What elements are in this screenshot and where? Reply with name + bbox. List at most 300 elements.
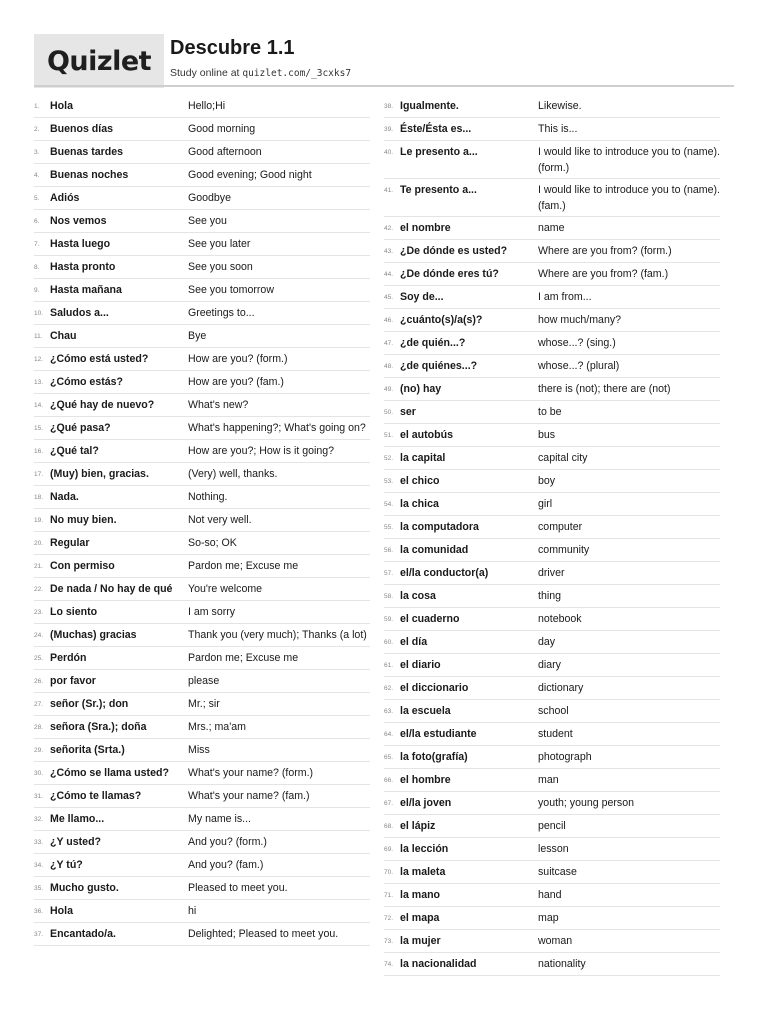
page-header: [34, 34, 734, 88]
term-row: [384, 792, 720, 815]
card-definition: I would like to introduce you to (name). (fam.): [538, 184, 720, 212]
term-row: [384, 608, 720, 631]
card-term: señorita (Srta.): [50, 744, 125, 756]
card-number: 72.: [384, 915, 394, 922]
card-term: ¿Cómo se llama usted?: [50, 767, 169, 779]
term-row: [34, 141, 370, 164]
card-term: señor (Sr.); don: [50, 698, 129, 710]
card-definition: Good evening; Good night: [188, 169, 312, 181]
term-row: [384, 953, 720, 976]
card-term: la mano: [400, 889, 441, 901]
term-row: [384, 585, 720, 608]
card-number: 55.: [384, 524, 394, 531]
card-definition: I am from...: [538, 291, 592, 303]
card-term: Hola: [50, 100, 73, 112]
term-row: [34, 187, 370, 210]
card-definition: diary: [538, 659, 561, 671]
card-definition: girl: [538, 498, 553, 510]
card-number: 24.: [34, 632, 44, 639]
term-row: [384, 884, 720, 907]
card-term: ¿De dónde es usted?: [400, 245, 508, 257]
card-definition: school: [538, 705, 569, 717]
card-term: el/la estudiante: [400, 728, 477, 740]
card-term: ¿Cómo está usted?: [50, 353, 149, 365]
card-number: 64.: [384, 731, 394, 738]
term-row: [34, 417, 370, 440]
term-row: [34, 256, 370, 279]
card-term: el chico: [400, 475, 440, 487]
card-number: 70.: [384, 869, 394, 876]
card-number: 19.: [34, 517, 44, 524]
card-number: 48.: [384, 363, 394, 370]
card-term: la foto(grafía): [400, 751, 468, 763]
set-title: Descubre 1.1: [170, 37, 295, 59]
card-term: Encantado/a.: [50, 928, 116, 940]
card-number: 31.: [34, 793, 44, 800]
term-row: [384, 838, 720, 861]
card-definition: Not very well.: [188, 514, 252, 526]
card-number: 14.: [34, 402, 44, 409]
term-row: [34, 923, 370, 946]
card-term: Mucho gusto.: [50, 882, 119, 894]
card-term: por favor: [50, 675, 96, 687]
card-term: Éste/Ésta es...: [400, 123, 472, 135]
term-row: [34, 693, 370, 716]
card-number: 38.: [384, 103, 394, 110]
term-row: [384, 907, 720, 930]
card-definition: What's your name? (fam.): [188, 790, 310, 802]
card-number: 46.: [384, 317, 394, 324]
card-number: 53.: [384, 478, 394, 485]
term-row: [34, 670, 370, 693]
term-row: [34, 302, 370, 325]
term-row: [34, 210, 370, 233]
card-number: 67.: [384, 800, 394, 807]
card-number: 34.: [34, 862, 44, 869]
card-definition: boy: [538, 475, 556, 487]
quizlet-logo[interactable]: Quizlet: [34, 34, 164, 88]
card-number: 10.: [34, 310, 44, 317]
card-definition: What's happening?; What's going on?: [188, 422, 366, 434]
card-term: el día: [400, 636, 428, 648]
card-definition: youth; young person: [538, 797, 635, 809]
card-term: la maleta: [400, 866, 446, 878]
term-row: [384, 493, 720, 516]
card-term: Hasta luego: [50, 238, 111, 250]
card-number: 2.: [34, 126, 40, 133]
card-definition: Goodbye: [188, 192, 231, 204]
card-definition: bus: [538, 429, 556, 441]
card-definition: map: [538, 912, 559, 924]
card-definition: Pardon me; Excuse me: [188, 652, 299, 664]
card-definition: notebook: [538, 613, 582, 625]
card-definition: My name is...: [188, 813, 251, 825]
card-number: 58.: [384, 593, 394, 600]
card-term: ¿cuánto(s)/a(s)?: [400, 314, 483, 326]
card-definition: driver: [538, 567, 565, 579]
card-term: Buenas noches: [50, 169, 129, 181]
card-definition: This is...: [538, 123, 578, 135]
card-definition: man: [538, 774, 559, 786]
card-definition: how much/many?: [538, 314, 622, 326]
card-number: 22.: [34, 586, 44, 593]
card-definition: there is (not); there are (not): [538, 383, 671, 395]
term-row: [34, 164, 370, 187]
card-number: 40.: [384, 149, 394, 156]
card-term: la capital: [400, 452, 446, 464]
term-row: [384, 263, 720, 286]
card-number: 74.: [384, 961, 394, 968]
card-number: 39.: [384, 126, 394, 133]
card-number: 61.: [384, 662, 394, 669]
term-row: [34, 900, 370, 923]
card-definition: Greetings to...: [188, 307, 255, 319]
card-term: Regular: [50, 537, 90, 549]
card-term: Nada.: [50, 491, 79, 503]
term-row: [384, 700, 720, 723]
card-term: la computadora: [400, 521, 479, 533]
card-term: ¿Y tú?: [50, 859, 83, 871]
card-term: el nombre: [400, 222, 451, 234]
card-definition: pencil: [538, 820, 566, 832]
card-number: 33.: [34, 839, 44, 846]
term-row: [34, 440, 370, 463]
card-definition: woman: [538, 935, 573, 947]
card-term: ¿De dónde eres tú?: [400, 268, 499, 280]
card-definition: Likewise.: [538, 100, 582, 112]
card-term: ¿de quiénes...?: [400, 360, 478, 372]
card-definition: Thank you (very much); Thanks (a lot): [188, 629, 367, 641]
card-term: Buenas tardes: [50, 146, 124, 158]
card-number: 8.: [34, 264, 40, 271]
term-row: [384, 930, 720, 953]
card-term: Lo siento: [50, 606, 98, 618]
card-number: 29.: [34, 747, 44, 754]
card-term: Perdón: [50, 652, 87, 664]
term-row: [384, 179, 720, 217]
term-row: [34, 233, 370, 256]
card-definition: See you soon: [188, 261, 253, 273]
card-term: ¿de quién...?: [400, 337, 466, 349]
card-definition: See you: [188, 215, 227, 227]
term-row: [384, 401, 720, 424]
term-row: [34, 601, 370, 624]
card-number: 45.: [384, 294, 394, 301]
term-row: [384, 309, 720, 332]
card-number: 63.: [384, 708, 394, 715]
card-definition: I would like to introduce you to (name). (form.): [538, 146, 720, 174]
card-definition: please: [188, 675, 220, 687]
card-number: 7.: [34, 241, 40, 248]
card-term: el diario: [400, 659, 441, 671]
card-number: 60.: [384, 639, 394, 646]
term-row: [384, 654, 720, 677]
card-number: 42.: [384, 225, 394, 232]
card-number: 43.: [384, 248, 394, 255]
card-definition: capital city: [538, 452, 588, 464]
term-row: [34, 348, 370, 371]
card-definition: community: [538, 544, 590, 556]
term-row: [384, 470, 720, 493]
term-row: [384, 424, 720, 447]
card-definition: name: [538, 222, 565, 234]
card-definition: computer: [538, 521, 583, 533]
card-number: 47.: [384, 340, 394, 347]
card-term: No muy bien.: [50, 514, 117, 526]
card-term: Buenos días: [50, 123, 113, 135]
card-number: 50.: [384, 409, 394, 416]
term-row: [34, 808, 370, 831]
card-definition: Good afternoon: [188, 146, 262, 158]
card-number: 1.: [34, 103, 40, 110]
card-term: ser: [400, 406, 416, 418]
card-number: 71.: [384, 892, 394, 899]
card-term: ¿Cómo estás?: [50, 376, 123, 388]
card-number: 68.: [384, 823, 394, 830]
card-term: señora (Sra.); doña: [50, 721, 147, 733]
term-row: [34, 555, 370, 578]
card-definition: Where are you from? (fam.): [538, 268, 669, 280]
term-row: [34, 371, 370, 394]
card-number: 54.: [384, 501, 394, 508]
card-number: 52.: [384, 455, 394, 462]
term-row: [384, 355, 720, 378]
card-definition: How are you? (form.): [188, 353, 288, 365]
card-definition: Pardon me; Excuse me: [188, 560, 299, 572]
card-definition: thing: [538, 590, 561, 602]
card-number: 5.: [34, 195, 40, 202]
card-number: 18.: [34, 494, 44, 501]
card-definition: day: [538, 636, 556, 648]
term-row: [384, 118, 720, 141]
term-row: [384, 378, 720, 401]
card-definition: Nothing.: [188, 491, 228, 503]
card-term: Nos vemos: [50, 215, 107, 227]
card-number: 23.: [34, 609, 44, 616]
card-term: Hola: [50, 905, 73, 917]
term-row: [34, 463, 370, 486]
card-number: 16.: [34, 448, 44, 455]
card-term: (Muchas) gracias: [50, 629, 137, 641]
card-definition: Where are you from? (form.): [538, 245, 672, 257]
set-url-link[interactable]: quizlet.com/_3cxks7: [242, 68, 352, 79]
card-number: 49.: [384, 386, 394, 393]
card-definition: Pleased to meet you.: [188, 882, 288, 894]
card-number: 32.: [34, 816, 44, 823]
term-row: [384, 95, 720, 118]
term-row: [34, 325, 370, 348]
card-number: 56.: [384, 547, 394, 554]
term-row: [384, 815, 720, 838]
term-row: [34, 532, 370, 555]
card-definition: Bye: [188, 330, 207, 342]
term-row: [384, 516, 720, 539]
term-row: [384, 141, 720, 179]
card-definition: How are you? (fam.): [188, 376, 284, 388]
card-definition: How are you?; How is it going?: [188, 445, 335, 457]
card-number: 13.: [34, 379, 44, 386]
term-row: [34, 509, 370, 532]
card-term: De nada / No hay de qué: [50, 583, 173, 595]
card-number: 36.: [34, 908, 44, 915]
card-definition: See you tomorrow: [188, 284, 274, 296]
card-term: Saludos a...: [50, 307, 109, 319]
card-term: ¿Y usted?: [50, 836, 102, 848]
card-term: la escuela: [400, 705, 451, 717]
card-term: el autobús: [400, 429, 453, 441]
term-list-left: [34, 95, 370, 946]
card-term: Hasta pronto: [50, 261, 116, 273]
term-row: [384, 677, 720, 700]
card-term: ¿Qué pasa?: [50, 422, 111, 434]
card-number: 12.: [34, 356, 44, 363]
card-definition: Good morning: [188, 123, 256, 135]
card-number: 41.: [384, 187, 394, 194]
card-number: 15.: [34, 425, 44, 432]
card-term: la mujer: [400, 935, 441, 947]
card-definition: lesson: [538, 843, 569, 855]
card-term: el/la joven: [400, 797, 452, 809]
card-definition: hi: [188, 905, 197, 917]
card-definition: whose...? (sing.): [538, 337, 616, 349]
card-definition: photograph: [538, 751, 592, 763]
card-term: ¿Qué hay de nuevo?: [50, 399, 155, 411]
card-term: Te presento a...: [400, 184, 477, 196]
card-number: 37.: [34, 931, 44, 938]
term-row: [34, 486, 370, 509]
card-definition: And you? (fam.): [188, 859, 264, 871]
card-term: el cuaderno: [400, 613, 460, 625]
card-definition: Mr.; sir: [188, 698, 220, 710]
card-definition: What's new?: [188, 399, 249, 411]
term-row: [34, 762, 370, 785]
term-row: [384, 447, 720, 470]
card-term: la comunidad: [400, 544, 469, 556]
card-term: Chau: [50, 330, 77, 342]
subtitle-prefix: Study online at: [170, 67, 240, 79]
card-definition: Delighted; Pleased to meet you.: [188, 928, 339, 940]
term-row: [384, 539, 720, 562]
card-definition: Mrs.; ma'am: [188, 721, 246, 733]
card-definition: nationality: [538, 958, 586, 970]
card-number: 65.: [384, 754, 394, 761]
term-row: [34, 118, 370, 141]
card-term: el mapa: [400, 912, 440, 924]
card-number: 44.: [384, 271, 394, 278]
card-number: 51.: [384, 432, 394, 439]
card-definition: So-so; OK: [188, 537, 237, 549]
card-number: 25.: [34, 655, 44, 662]
term-row: [34, 716, 370, 739]
card-definition: Hello;Hi: [188, 100, 226, 112]
card-definition: hand: [538, 889, 562, 901]
term-row: [34, 279, 370, 302]
term-row: [34, 624, 370, 647]
card-term: (Muy) bien, gracias.: [50, 468, 149, 480]
term-row: [34, 854, 370, 877]
term-row: [384, 723, 720, 746]
card-number: 20.: [34, 540, 44, 547]
card-number: 28.: [34, 724, 44, 731]
card-number: 4.: [34, 172, 40, 179]
card-term: Le presento a...: [400, 146, 478, 158]
card-definition: student: [538, 728, 573, 740]
card-number: 59.: [384, 616, 394, 623]
term-row: [384, 332, 720, 355]
card-term: el hombre: [400, 774, 451, 786]
card-number: 66.: [384, 777, 394, 784]
card-definition: whose...? (plural): [538, 360, 620, 372]
card-number: 3.: [34, 149, 40, 156]
card-definition: What's your name? (form.): [188, 767, 314, 779]
card-number: 17.: [34, 471, 44, 478]
card-term: ¿Qué tal?: [50, 445, 99, 457]
card-term: el diccionario: [400, 682, 469, 694]
term-row: [34, 739, 370, 762]
card-term: la chica: [400, 498, 439, 510]
term-row: [384, 217, 720, 240]
card-number: 21.: [34, 563, 44, 570]
card-number: 26.: [34, 678, 44, 685]
card-term: Con permiso: [50, 560, 115, 572]
card-definition: to be: [538, 406, 562, 418]
card-number: 11.: [34, 333, 43, 340]
card-definition: dictionary: [538, 682, 584, 694]
card-number: 35.: [34, 885, 44, 892]
card-definition: suitcase: [538, 866, 577, 878]
term-row: [34, 647, 370, 670]
term-row: [34, 578, 370, 601]
card-number: 30.: [34, 770, 44, 777]
card-definition: Miss: [188, 744, 210, 756]
term-row: [384, 769, 720, 792]
header-divider: [34, 85, 734, 87]
term-row: [384, 562, 720, 585]
card-term: Me llamo...: [50, 813, 105, 825]
card-definition: I am sorry: [188, 606, 236, 618]
card-definition: (Very) well, thanks.: [188, 468, 278, 480]
card-term: Adiós: [50, 192, 80, 204]
term-list-right: [384, 95, 720, 976]
card-number: 73.: [384, 938, 394, 945]
term-row: [384, 861, 720, 884]
term-row: [384, 286, 720, 309]
card-term: el/la conductor(a): [400, 567, 489, 579]
term-row: [384, 746, 720, 769]
card-term: Hasta mañana: [50, 284, 122, 296]
card-term: Soy de...: [400, 291, 444, 303]
card-term: Igualmente.: [400, 100, 459, 112]
card-number: 6.: [34, 218, 40, 225]
card-term: ¿Cómo te llamas?: [50, 790, 142, 802]
term-row: [34, 785, 370, 808]
term-row: [34, 394, 370, 417]
term-row: [384, 240, 720, 263]
term-row: [34, 877, 370, 900]
card-number: 62.: [384, 685, 394, 692]
card-definition: And you? (form.): [188, 836, 267, 848]
card-term: la cosa: [400, 590, 436, 602]
card-number: 9.: [34, 287, 40, 294]
term-row: [34, 831, 370, 854]
card-number: 27.: [34, 701, 44, 708]
card-term: la nacionalidad: [400, 958, 477, 970]
card-term: la lección: [400, 843, 449, 855]
set-subtitle: [170, 67, 351, 79]
card-term: (no) hay: [400, 383, 442, 395]
term-row: [384, 631, 720, 654]
term-row: [34, 95, 370, 118]
